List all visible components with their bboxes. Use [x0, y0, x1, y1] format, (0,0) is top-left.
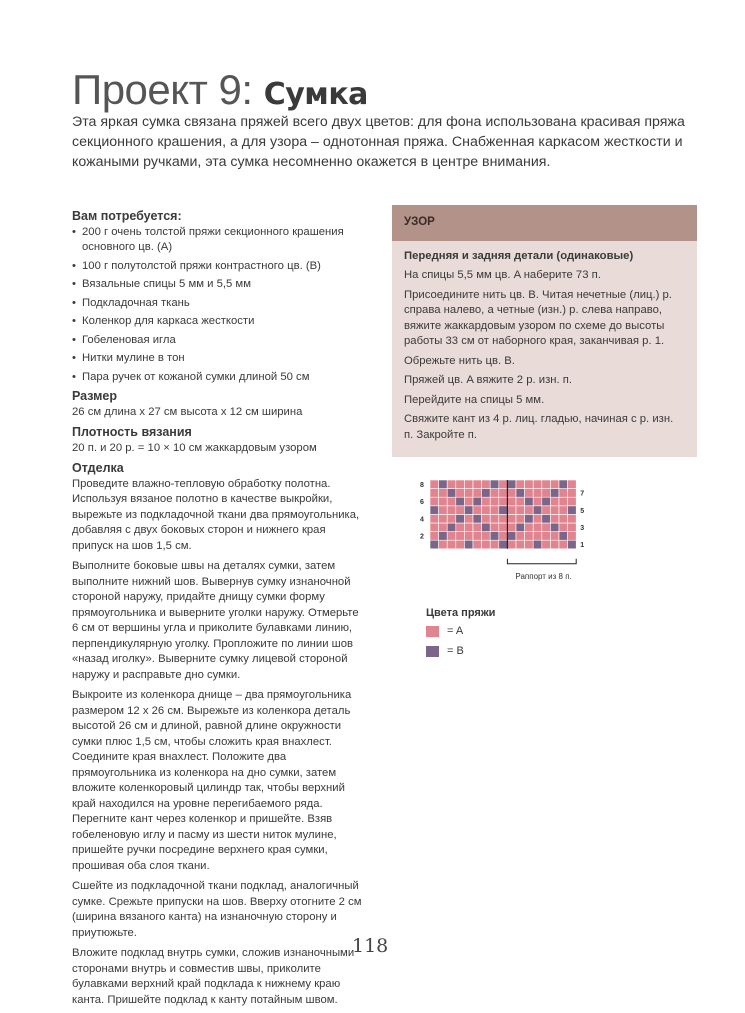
yarn-legend: [426, 607, 495, 657]
chart-cell: [447, 497, 456, 506]
finishing-paragraph: Сшейте из подкладочной ткани подклад, аналогичный сумке. Срежьте припуски на шов. Вверху отогните 2 см (ширина вязаного канта) на изнаночную сторону и приутюжьте.: [72, 880, 362, 939]
chart-cell: [507, 497, 516, 506]
size-text: 26 см длина x 27 см высота x 12 см ширина: [72, 405, 303, 418]
chart-cell: [430, 532, 439, 541]
chart-cell: [482, 523, 491, 532]
chart-cell: [430, 489, 439, 498]
chart-cell: [550, 540, 559, 549]
chart-cell: [490, 523, 499, 532]
chart-cell: [525, 514, 534, 523]
chart-cell: [473, 540, 482, 549]
chart-cell: [439, 489, 448, 498]
chart-cell: [525, 497, 534, 506]
chart-cell: [464, 540, 473, 549]
chart-cell: [542, 523, 551, 532]
chart-cell: [533, 523, 542, 532]
title-prefix: Проект 9:: [72, 66, 253, 113]
finishing-paragraph: Вложите подклад внутрь сумки, сложив изнаночными сторонами внутрь и совместив швы, приколите булавками верхний край подклада к нижнему краю канта. Пришейте подклад к канту потайным швом.: [72, 947, 355, 1006]
chart-cell: [499, 532, 508, 541]
chart-cell: [559, 540, 568, 549]
chart-cell: [482, 497, 491, 506]
chart-cell: [533, 506, 542, 515]
chart-cell: [568, 506, 577, 515]
chart-cell: [533, 532, 542, 541]
chart-cell: [447, 506, 456, 515]
chart-cell: [439, 480, 448, 489]
chart-cell: [482, 532, 491, 541]
chart-cell: [464, 506, 473, 515]
chart-cell: [499, 514, 508, 523]
chart-cell: [430, 514, 439, 523]
chart-cell: [456, 514, 465, 523]
page-number: 118: [352, 935, 389, 957]
chart-cell: [490, 497, 499, 506]
chart-cell: [550, 532, 559, 541]
chart-cell: [559, 514, 568, 523]
chart-cell: [447, 514, 456, 523]
chart-cell: [447, 480, 456, 489]
materials-list: [72, 225, 362, 386]
chart-cell: [456, 523, 465, 532]
chart-cell: [499, 506, 508, 515]
chart-cell: [507, 523, 516, 532]
chart-cell: [525, 506, 534, 515]
materials-item: • Гобеленовая игла: [72, 333, 362, 349]
chart-cell: [559, 506, 568, 515]
chart-cell: [439, 497, 448, 506]
chart-cell: [430, 523, 439, 532]
chart-cell: [473, 532, 482, 541]
legend-label: = B: [447, 645, 464, 657]
chart-cell: [568, 480, 577, 489]
chart-cell: [482, 489, 491, 498]
chart-cell: [516, 480, 525, 489]
row-label: 4: [420, 516, 424, 524]
chart-cell: [439, 506, 448, 515]
chart-cell: [439, 532, 448, 541]
finishing-paragraph: Выкроите из коленкора днище – два прямоугольника размером 12 x 26 см. Вырежьте из коленкора деталь высотой 26 см и длиной, равной длине окружности сумки плюс 1,5 см, чтобы сложить края внахлест. Соедините края внахлест. Положите два прямоугольника из коленкора на дно сумки, затем вложите коленкоровый цилиндр так, чтобы верхний край находился на уровне перегибаемого ряда. Перегните кант через коленкор и пришейте. Взяв гобеленовую иглу и пасму из шести ниток мулине, пришейте ручки посредине верхнего края сумки, прошивая оба слоя ткани.: [72, 689, 352, 872]
chart-cell: [568, 514, 577, 523]
chart-cell: [439, 514, 448, 523]
size-heading: Размер: [72, 389, 118, 403]
knitting-chart: [418, 478, 598, 588]
chart-cell: [499, 523, 508, 532]
materials-item: • Коленкор для каркаса жесткости: [72, 314, 362, 330]
chart-cell: [559, 489, 568, 498]
repeat-bracket: [507, 559, 576, 564]
chart-cell: [525, 489, 534, 498]
chart-cell: [464, 532, 473, 541]
chart-cell: [499, 540, 508, 549]
chart-cell: [542, 514, 551, 523]
chart-cell: [490, 532, 499, 541]
materials-item: • 200 г очень толстой пряжи секционного крашения основного цв. (A): [72, 225, 362, 256]
finishing-paragraph: Выполните боковые швы на деталях сумки, затем выполните нижний шов. Вывернув сумку изнаночной стороной наружу, придайте днищу сумки форму прямоугольника и выверните уголки наружу. Отмерьте 6 см от вершины угла и приколите булавками линию, перпендикулярную уголку. Пропложите по линии шов «назад иголку». Выверните сумку лицевой стороной наружу и расправьте дно сумки.: [72, 560, 359, 681]
chart-cell: [507, 489, 516, 498]
chart-cell: [533, 497, 542, 506]
finishing-paragraph: Проведите влажно-тепловую обработку полотна. Используя вязаное полотно в качестве выкройки, вырежьте из подкладочной ткани два прямоугольника, добавляя с двух боковых сторон и нижнего края припуск на шов 1,5 см.: [72, 477, 360, 552]
chart-cell: [464, 489, 473, 498]
chart-cell: [568, 532, 577, 541]
chart-cell: [507, 540, 516, 549]
chart-cell: [550, 489, 559, 498]
chart-cell: [542, 480, 551, 489]
chart-cell: [464, 480, 473, 489]
chart-cell: [516, 532, 525, 541]
chart-cell: [516, 514, 525, 523]
chart-cell: [447, 489, 456, 498]
pattern-heading: УЗОР: [392, 205, 697, 241]
chart-cell: [550, 480, 559, 489]
chart-cell: [473, 523, 482, 532]
title-name: Сумка: [263, 77, 368, 112]
pattern-subheading: Передняя и задняя детали (одинаковые): [404, 249, 634, 262]
chart-cell: [542, 497, 551, 506]
chart-cell: [516, 540, 525, 549]
chart-cell: [430, 480, 439, 489]
chart-cell: [533, 514, 542, 523]
chart-cell: [482, 480, 491, 489]
chart-cell: [507, 480, 516, 489]
row-label: 2: [420, 533, 424, 541]
intro-text: Эта яркая сумка связана пряжей всего двух цветов: для фона использована красивая пряжа секционного крашения, а для узора – однотонная пряжа. Снабженная каркасом жесткости и кожаными ручками, эта сумка несомненно окажется в центре внимания.: [72, 114, 685, 170]
pattern-paragraph: Обрежьте нить цв. B.: [404, 354, 515, 367]
chart-cell: [473, 506, 482, 515]
chart-cell: [559, 497, 568, 506]
chart-cell: [525, 523, 534, 532]
chart-cell: [516, 506, 525, 515]
chart-cell: [430, 506, 439, 515]
chart-cell: [550, 514, 559, 523]
chart-cell: [499, 497, 508, 506]
chart-cell: [430, 497, 439, 506]
chart-cell: [542, 506, 551, 515]
row-label: 5: [580, 507, 585, 515]
chart-cell: [507, 514, 516, 523]
materials-heading: Вам потребуется:: [72, 209, 182, 223]
pattern-instructions: [404, 268, 685, 443]
chart-cell: [473, 514, 482, 523]
chart-cell: [464, 514, 473, 523]
chart-cell: [550, 523, 559, 532]
row-label: 8: [420, 482, 424, 489]
chart-cell: [559, 523, 568, 532]
chart-cell: [542, 489, 551, 498]
pattern-paragraph: Присоедините нить цв. B. Читая нечетные (лиц.) р. справа налево, а четные (изн.) р. слева направо, вяжите жаккардовым узором по схеме до высоты работы 33 см от наборного края, заканчивая р. 1.: [404, 288, 672, 347]
chart-cell: [490, 480, 499, 489]
pattern-box: [392, 205, 697, 457]
chart-cell: [456, 480, 465, 489]
pattern-paragraph: Пряжей цв. A вяжите 2 р. изн. п.: [404, 374, 573, 386]
legend-heading: Цвета пряжи: [426, 607, 496, 619]
chart-cell: [456, 489, 465, 498]
finishing-heading: Отделка: [72, 461, 124, 475]
chart-cell: [499, 480, 508, 489]
row-label: 6: [420, 499, 424, 507]
legend-item-b: [426, 645, 495, 657]
chart-cell: [525, 540, 534, 549]
repeat-label: Раппорт из 8 п.: [515, 571, 572, 581]
finishing-text: [72, 477, 362, 1009]
chart-cell: [568, 497, 577, 506]
chart-cell: [550, 497, 559, 506]
chart-cell: [516, 497, 525, 506]
chart-cell: [516, 489, 525, 498]
chart-cell: [439, 540, 448, 549]
chart-cell: [456, 497, 465, 506]
chart-cell: [473, 480, 482, 489]
chart-cell: [456, 540, 465, 549]
materials-item: • 100 г полутолстой пряжи контрастного цв. (B): [72, 259, 362, 275]
row-label: 1: [580, 542, 585, 550]
chart-cell: [568, 523, 577, 532]
chart-cell: [490, 489, 499, 498]
chart-cell: [490, 540, 499, 549]
chart-cell: [542, 532, 551, 541]
chart-cell: [464, 497, 473, 506]
chart-cell: [464, 523, 473, 532]
chart-cell: [559, 532, 568, 541]
chart-cell: [430, 540, 439, 549]
chart-cell: [507, 506, 516, 515]
chart-cell: [533, 540, 542, 549]
chart-cell: [473, 489, 482, 498]
gauge-heading: Плотность вязания: [72, 425, 192, 439]
gauge-text: 20 п. и 20 р. = 10 × 10 см жаккардовым узором: [72, 441, 317, 454]
materials-item: • Пара ручек от кожаной сумки длиной 50 см: [72, 370, 362, 386]
chart-cell: [473, 497, 482, 506]
chart-cell: [550, 506, 559, 515]
chart-cell: [490, 514, 499, 523]
materials-item: • Подкладочная ткань: [72, 296, 362, 312]
chart-cell: [490, 506, 499, 515]
chart-cell: [507, 532, 516, 541]
chart-cell: [568, 540, 577, 549]
chart-cell: [447, 523, 456, 532]
chart-cell: [568, 489, 577, 498]
materials-item: • Вязальные спицы 5 мм и 5,5 мм: [72, 277, 362, 293]
pattern-paragraph: На спицы 5,5 мм цв. A наберите 73 п.: [404, 269, 601, 281]
chart-cell: [456, 532, 465, 541]
chart-cell: [482, 506, 491, 515]
chart-cell: [439, 523, 448, 532]
chart-cell: [456, 506, 465, 515]
chart-cell: [542, 540, 551, 549]
chart-cell: [447, 540, 456, 549]
chart-cell: [447, 532, 456, 541]
page-title: [72, 66, 368, 114]
chart-cell: [533, 480, 542, 489]
color-a-swatch: [426, 626, 439, 637]
color-b-swatch: [426, 646, 439, 657]
row-label: 7: [580, 490, 585, 498]
chart-cell: [516, 523, 525, 532]
materials-item: • Нитки мулине в тон: [72, 351, 362, 367]
row-label: 3: [580, 525, 585, 532]
left-column: [72, 205, 362, 1013]
pattern-paragraph: Свяжите кант из 4 р. лиц. гладью, начиная с р. изн. п. Закройте п.: [404, 413, 674, 441]
chart-cell: [525, 480, 534, 489]
pattern-paragraph: Перейдите на спицы 5 мм.: [404, 393, 545, 406]
chart-cell: [482, 514, 491, 523]
chart-cell: [533, 489, 542, 498]
legend-item-a: [426, 625, 495, 637]
chart-cell: [499, 489, 508, 498]
chart-cell: [482, 540, 491, 549]
chart-cell: [525, 532, 534, 541]
chart-cell: [559, 480, 568, 489]
legend-label: = A: [447, 625, 464, 637]
